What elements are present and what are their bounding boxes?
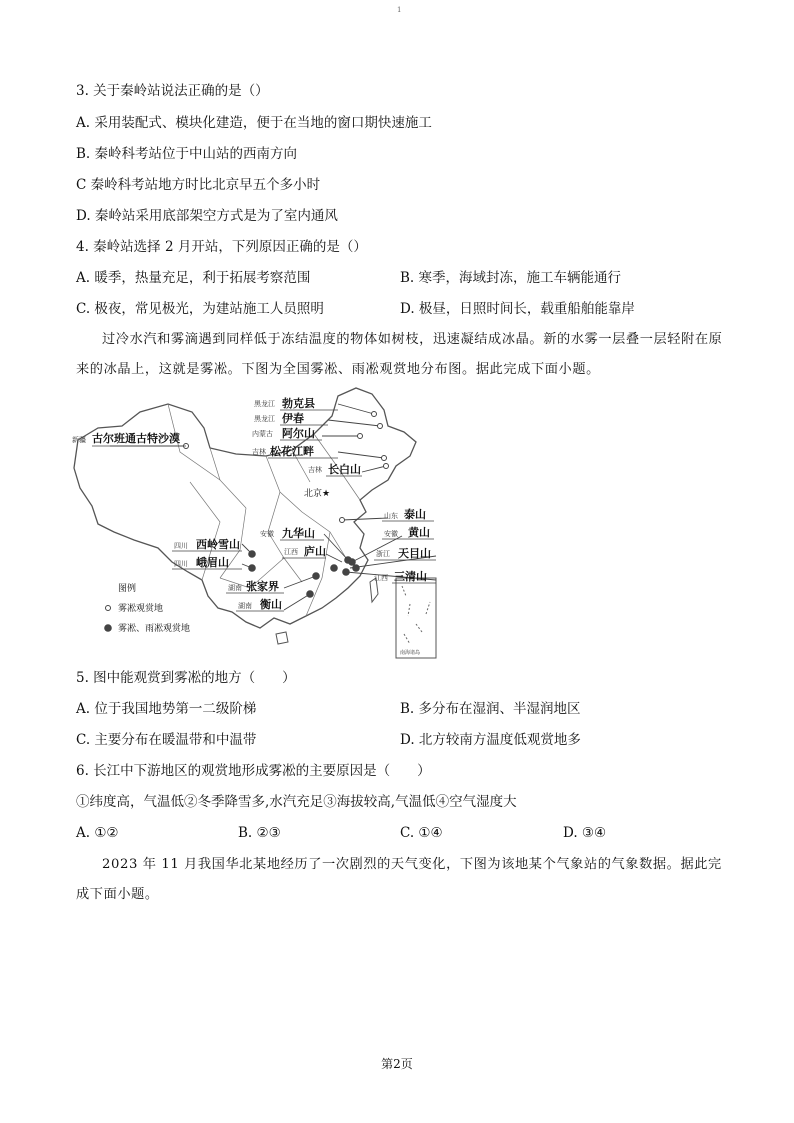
q5-option-b: B. 多分布在湿润、半湿润地区 — [400, 701, 581, 717]
site-province-tianmushan: 浙江 — [376, 550, 390, 558]
site-dot-zhangjiajie — [312, 572, 320, 580]
site-province-emeishan: 四川 — [174, 560, 188, 568]
legend-title: 图例 — [118, 584, 137, 594]
legend-icon-rime-glaze — [104, 624, 112, 632]
q6-stem: 6. 长江中下游地区的观赏地形成雾凇的主要原因是（ ） — [76, 763, 431, 779]
q3-option-d: D. 秦岭站采用底部架空方式是为了室内通风 — [76, 208, 338, 224]
site-name-aershan: 阿尔山 — [282, 427, 315, 440]
q5-option-d: D. 北方较南方温度低观赏地多 — [400, 732, 581, 748]
site-province-lushan: 江西 — [284, 548, 298, 556]
q4-option-b: B. 寒季，海域封冻，施工车辆能通行 — [400, 270, 622, 286]
page-footer: 第2页 — [381, 1057, 413, 1071]
site-province-aershan: 内蒙古 — [252, 430, 273, 438]
site-name-yichun: 伊春 — [282, 412, 304, 425]
site-name-hengshan: 衡山 — [260, 598, 282, 611]
beijing-label: 北京★ — [304, 489, 331, 499]
intro-paragraph-2: 2023 年 11 月我国华北某地经历了一次剧烈的天气变化，下图为该地某个气象站的气象数据。据此完成下面小题。 — [76, 857, 722, 902]
site-name-emeishan: 峨眉山 — [196, 556, 229, 569]
q6-option-d: D. ③④ — [563, 825, 607, 841]
site-name-tianmushan: 天目山 — [398, 547, 431, 560]
site-province-songhuajiang: 吉林 — [252, 448, 266, 456]
site-province-taishan: 山东 — [384, 512, 398, 520]
q6-option-c: C. ①④ — [400, 825, 443, 841]
site-dot-hengshan — [306, 590, 314, 598]
q4-option-d: D. 极昼，日照时间长，载重船舶能靠岸 — [400, 301, 635, 317]
map-legend — [104, 582, 190, 634]
legend-label-rime-glaze: 雾凇、雨凇观赏地 — [118, 624, 191, 634]
site-province-yichun: 黑龙江 — [254, 415, 275, 423]
q6-option-a: A. ①② — [76, 825, 119, 841]
site-dot-taishan — [340, 518, 345, 523]
q3-option-b: B. 秦岭科考站位于中山站的西南方向 — [76, 146, 298, 162]
q3-option-a: A. 采用装配式、模块化建造，便于在当地的窗口期快速施工 — [76, 115, 432, 131]
legend-icon-rime — [106, 606, 111, 611]
site-province-xilingxueshan: 四川 — [174, 542, 188, 550]
site-dot-boke — [372, 412, 377, 417]
site-name-boke: 勃克县 — [282, 397, 315, 410]
site-name-xilingxueshan: 西岭雪山 — [196, 538, 240, 551]
site-dot-changbaishan — [384, 464, 389, 469]
hainan-island — [276, 632, 288, 644]
inset-box — [396, 578, 436, 658]
site-name-lushan: 庐山 — [304, 545, 326, 558]
site-dot-sanqingshan — [342, 568, 350, 576]
site-province-huangshan: 安徽 — [384, 530, 398, 538]
inset-label: 南海诸岛 — [400, 650, 421, 656]
intro-paragraph-1: 过冷水汽和雾滴遇到同样低于冻结温度的物体如树枝，迅速凝结成冰晶。新的水雾一层叠一层轻附在原来的冰晶上，这就是雾凇。下图为全国雾凇、雨凇观赏地分布图。据此完成下面小题。 — [76, 332, 723, 377]
site-name-taishan: 泰山 — [404, 508, 426, 521]
site-name-songhuajiang: 松花江畔 — [270, 445, 314, 458]
site-name-huangshan: 黄山 — [408, 526, 430, 539]
q5-option-a: A. 位于我国地势第一二级阶梯 — [76, 701, 257, 717]
site-province-changbaishan: 吉林 — [308, 466, 322, 474]
site-dot-songhuajiang — [382, 456, 387, 461]
legend-label-rime: 雾凇观赏地 — [118, 604, 164, 614]
q4-option-a: A. 暖季，热量充足，利于拓展考察范围 — [76, 270, 311, 286]
q6-option-b: B. ②③ — [238, 825, 281, 841]
q5-stem: 5. 图中能观赏到雾凇的地方（ ） — [76, 670, 296, 686]
site-province-sanqingshan: 江西 — [374, 574, 388, 582]
site-province-hengshan: 湖南 — [238, 602, 252, 610]
rime-distribution-map — [70, 382, 440, 664]
q4-option-c: C. 极夜，常见极光，为建站施工人员照明 — [76, 301, 324, 317]
site-province-gurbantunggut: 新疆 — [72, 436, 86, 444]
site-dot-lushan — [330, 564, 338, 572]
site-name-gurbantunggut: 古尔班通古特沙漠 — [92, 432, 180, 445]
q3-stem: 3. 关于秦岭站说法正确的是（） — [76, 83, 269, 99]
site-name-changbaishan: 长白山 — [328, 463, 361, 476]
site-province-jiuhuashan: 安徽 — [260, 530, 274, 538]
site-dot-tianmushan — [352, 564, 360, 572]
site-name-jiuhuashan: 九华山 — [282, 527, 315, 540]
q5-option-c: C. 主要分布在暖温带和中温带 — [76, 732, 257, 748]
site-dot-emeishan — [248, 564, 256, 572]
site-name-sanqingshan: 三清山 — [394, 570, 427, 583]
site-dot-aershan — [358, 434, 363, 439]
site-dot-yichun — [378, 424, 383, 429]
q6-reasons: ①纬度高，气温低②冬季降雪多,水汽充足③海拔较高,气温低④空气湿度大 — [76, 794, 517, 810]
page-marker: 1 — [397, 6, 402, 14]
q3-option-c: C 秦岭科考站地方时比北京早五个多小时 — [76, 177, 321, 193]
site-dot-xilingxueshan — [248, 550, 256, 558]
site-name-zhangjiajie: 张家界 — [246, 580, 279, 593]
q4-stem: 4. 秦岭站选择 2 月开站，下列原因正确的是（） — [76, 239, 367, 255]
site-province-boke: 黑龙江 — [254, 400, 275, 408]
site-province-zhangjiajie: 湖南 — [228, 584, 242, 592]
